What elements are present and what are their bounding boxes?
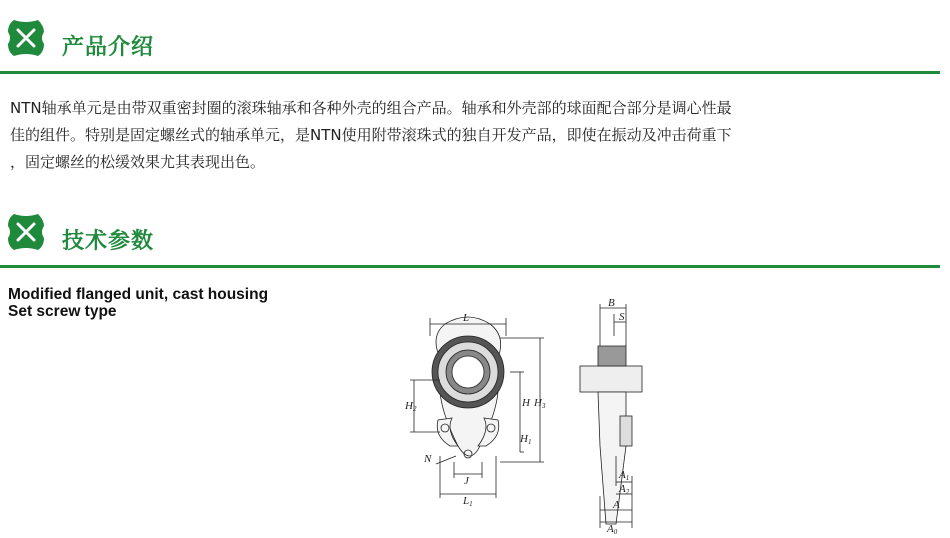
dim-label-H3: H3 [534, 397, 546, 410]
dim-label-J: J [464, 475, 469, 487]
dim-label-A: A [613, 499, 620, 511]
section-header-intro [0, 0, 940, 74]
dim-label-H1: H1 [520, 433, 532, 446]
dim-label-H: H [522, 397, 530, 409]
section-title: 产品介绍 [62, 35, 155, 60]
section-divider [0, 71, 940, 74]
intro-line: NTN轴承单元是由带双重密封圈的滚珠轴承和各种外壳的组合产品。轴承和外壳部的球面配合部分是调心性最 [10, 99, 732, 117]
bearing-unit-drawing [400, 296, 645, 536]
dim-label-S: S [619, 311, 625, 323]
spec-heading [8, 286, 268, 320]
spec-line-1: Modified flanged unit, cast housing [8, 286, 269, 303]
dim-label-A0: A0 [607, 523, 618, 536]
intro-line: 佳的组件。特别是固定螺丝式的轴承单元，是NTN使用附带滚珠式的独自开发产品，即使在振动及冲击荷重下 [10, 126, 732, 144]
dim-label-A1: A1 [619, 469, 630, 482]
dim-label-N: N [424, 453, 432, 465]
dim-label-L1: L1 [463, 495, 473, 508]
section-divider [0, 265, 940, 268]
dim-label-L: L [463, 312, 470, 324]
intro-line: ，固定螺丝的松缓效果尤其表现出色。 [10, 153, 266, 171]
green-x-badge-icon [6, 212, 46, 252]
spec-line-2: Set screw type [8, 303, 117, 320]
green-x-badge-icon [6, 18, 46, 58]
dim-label-A2: A2 [619, 483, 630, 496]
dim-label-H2: H2 [405, 400, 417, 413]
intro-paragraph [10, 95, 790, 176]
section-header-specs [0, 194, 940, 268]
dim-label-B: B [608, 297, 615, 309]
section-title: 技术参数 [62, 229, 155, 254]
